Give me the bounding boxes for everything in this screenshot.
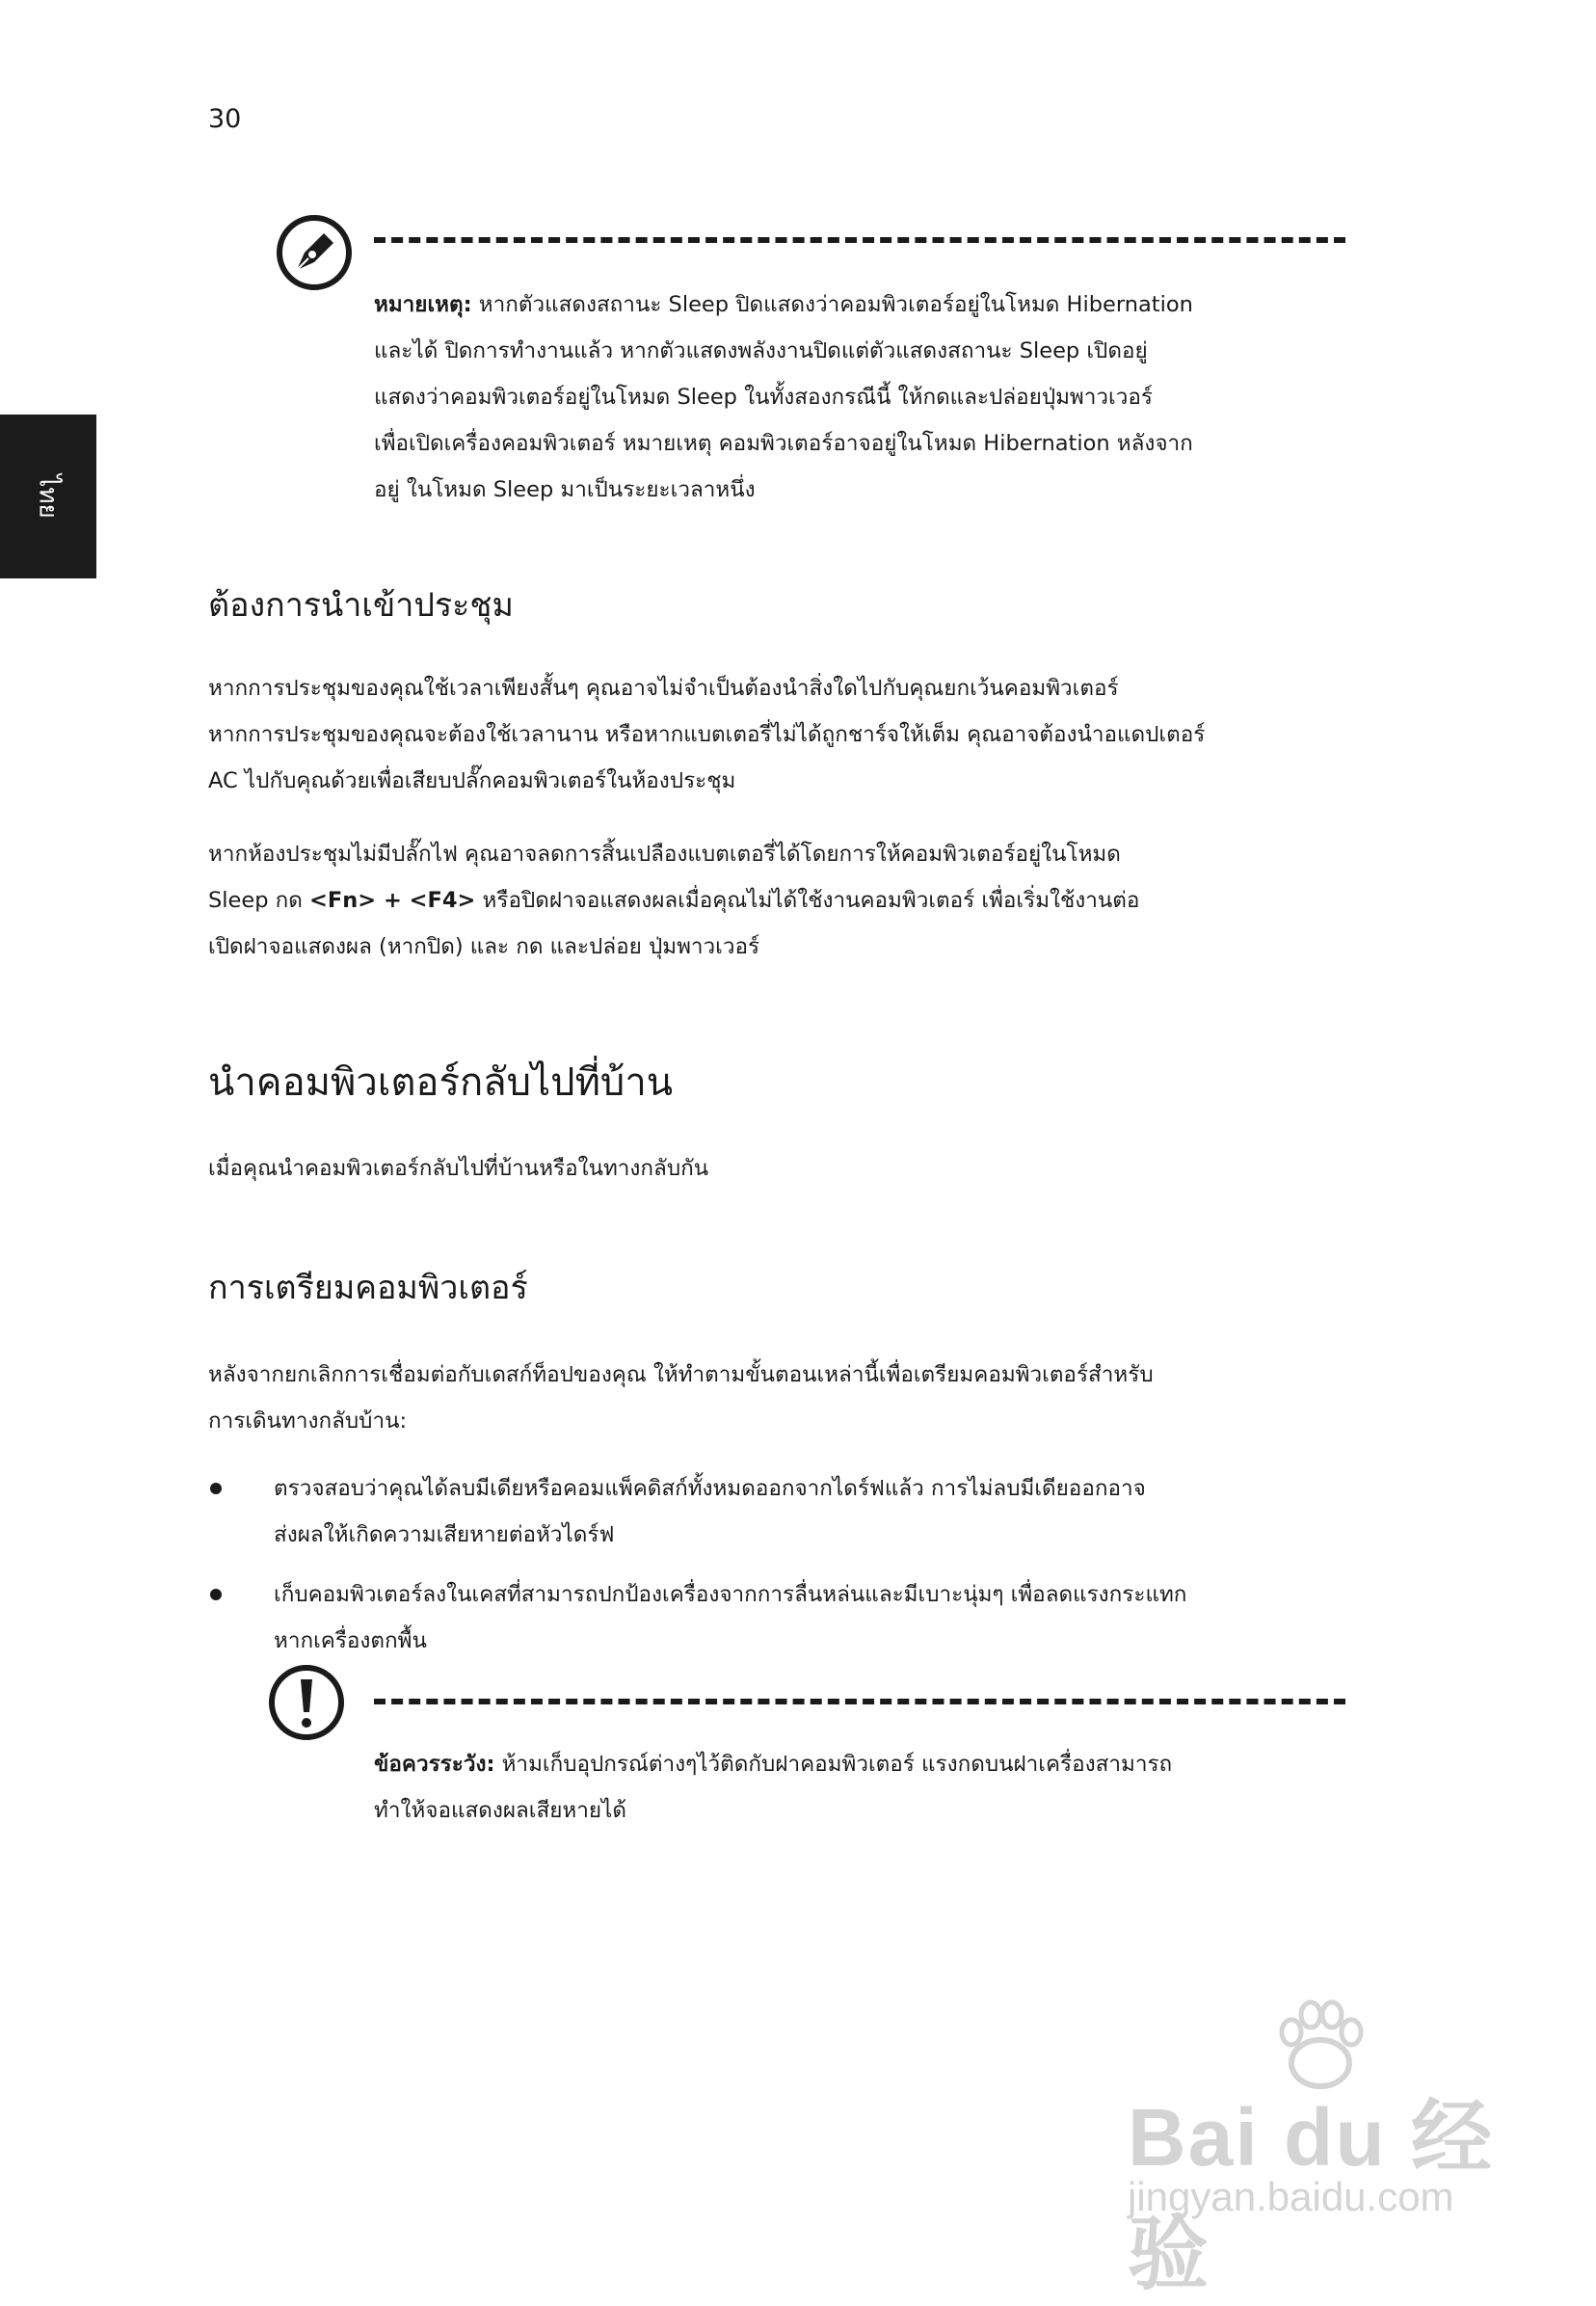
caution-line: ข้อควรระวัง: ห้ามเก็บอุปกรณ์ต่างๆไว้ติดกับฝาคอมพิวเตอร์ แรงกดบนฝาเครื่องสามารถ — [374, 1752, 1173, 1777]
bullet-icon — [210, 1483, 222, 1494]
paragraph-line: หลังจากยกเลิกการเชื่อมต่อกับเดสก์ท็อปของคุณ ให้ทำตามขั้นตอนเหล่านี้เพื่อเตรียมคอมพิวเตอร์สำหรับ — [208, 1362, 1154, 1387]
section-heading-meetings: ต้องการนำเข้าประชุม — [208, 586, 514, 625]
side-tab-label: ไทย — [33, 474, 63, 519]
paragraph-line: AC ไปกับคุณด้วยเพื่อเสียบปลั๊กคอมพิวเตอร์ในห้องประชุม — [208, 768, 736, 793]
meetings-paragraph-2 — [208, 831, 1345, 970]
section-heading-prepare: การเตรียมคอมพิวเตอร์ — [208, 1269, 528, 1307]
caution-text — [374, 1741, 1345, 1834]
note-line: แสดงว่าคอมพิวเตอร์อยู่ในโหมด Sleep ในทั้งสองกรณีนี้ ให้กดและปล่อยปุ่มพาวเวอร์ — [374, 385, 1153, 410]
section-heading-home: นำคอมพิวเตอร์กลับไปที่บ้าน — [208, 1060, 674, 1105]
note-line: หมายเหตุ: หากตัวแสดงสถานะ Sleep ปิดแสดงว่าคอมพิวเตอร์อยู่ในโหมด Hibernation — [374, 292, 1193, 317]
note-divider — [374, 237, 1345, 243]
list-item: เก็บคอมพิวเตอร์ลงในเคสที่สามารถปกป้องเครื่องจากการลื่นหล่นและมีเบาะนุ่มๆ เพื่อลดแรงกระแทก หากเครื่องตกพื้น — [208, 1571, 1345, 1664]
bullet-icon — [210, 1589, 222, 1600]
home-intro: เมื่อคุณนำคอมพิวเตอร์กลับไปที่บ้านหรือในทางกลับกัน — [208, 1156, 709, 1181]
language-side-tab — [0, 415, 96, 578]
note-label: หมายเหตุ: — [374, 292, 472, 317]
paragraph-line: หากการประชุมของคุณจะต้องใช้เวลานาน หรือหากแบตเตอรี่ไม่ได้ถูกชาร์จให้เต็ม คุณอาจต้องนำอแดปเตอร์ — [208, 722, 1206, 747]
caution-divider — [374, 1699, 1345, 1704]
pen-note-icon — [276, 214, 353, 291]
prepare-intro — [208, 1352, 1345, 1444]
note-line: อยู่ ในโหมด Sleep มาเป็นระยะเวลาหนึ่ง — [374, 477, 756, 502]
caution-callout — [276, 1664, 1345, 1837]
meetings-paragraph-1 — [208, 665, 1345, 804]
caution-line: ทำให้จอแสดงผลเสียหายได้ — [374, 1798, 626, 1823]
prepare-bullet-list — [208, 1465, 1345, 1677]
list-item: ตรวจสอบว่าคุณได้ลบมีเดียหรือคอมแพ็คดิสก์ทั้งหมดออกจากไดร์ฟแล้ว การไม่ลบมีเดียออกอาจ ส่งผลให้เกิดความเสียหายต่อหัวไดร์ฟ — [208, 1465, 1345, 1558]
watermark-brand: Bai du 经验 — [1128, 2092, 1495, 2299]
baidu-watermark — [1118, 2005, 1523, 2299]
note-line: และได้ ปิดการทำงานแล้ว หากตัวแสดงพลังงานปิดแต่ตัวแสดงสถานะ Sleep เปิดอยู่ — [374, 338, 1148, 363]
paragraph-line: การเดินทางกลับบ้าน: — [208, 1408, 408, 1434]
note-text — [374, 282, 1345, 513]
paragraph-line: หากการประชุมของคุณใช้เวลาเพียงสั้นๆ คุณอาจไม่จำเป็นต้องนำสิ่งใดไปกับคุณยกเว้นคอมพิวเตอร์ — [208, 676, 1119, 701]
paragraph-line: เปิดฝาจอแสดงผล (หากปิด) และ กด และปล่อย ปุ่มพาวเวอร์ — [208, 934, 760, 959]
note-callout — [276, 214, 1345, 523]
note-line: เพื่อเปิดเครื่องคอมพิวเตอร์ หมายเหตุ คอมพิวเตอร์อาจอยู่ในโหมด Hibernation หลังจาก — [374, 431, 1193, 456]
caution-label: ข้อควรระวัง: — [374, 1752, 495, 1777]
paragraph-line: Sleep กด <Fn> + <F4> หรือปิดฝาจอแสดงผลเมื่อคุณไม่ได้ใช้งานคอมพิวเตอร์ เพื่อเริ่มใช้งานต่อ — [208, 888, 1140, 913]
warning-exclamation-icon — [268, 1664, 345, 1741]
keyboard-shortcut: <Fn> + <F4> — [309, 888, 476, 913]
watermark-url: jingyan.baidu.com — [1128, 2174, 1454, 2219]
page-number: 30 — [208, 104, 242, 134]
paragraph-line: หากห้องประชุมไม่มีปลั๊กไฟ คุณอาจลดการสิ้นเปลืองแบตเตอรี่ได้โดยการให้คอมพิวเตอร์อยู่ในโหมด — [208, 842, 1121, 867]
